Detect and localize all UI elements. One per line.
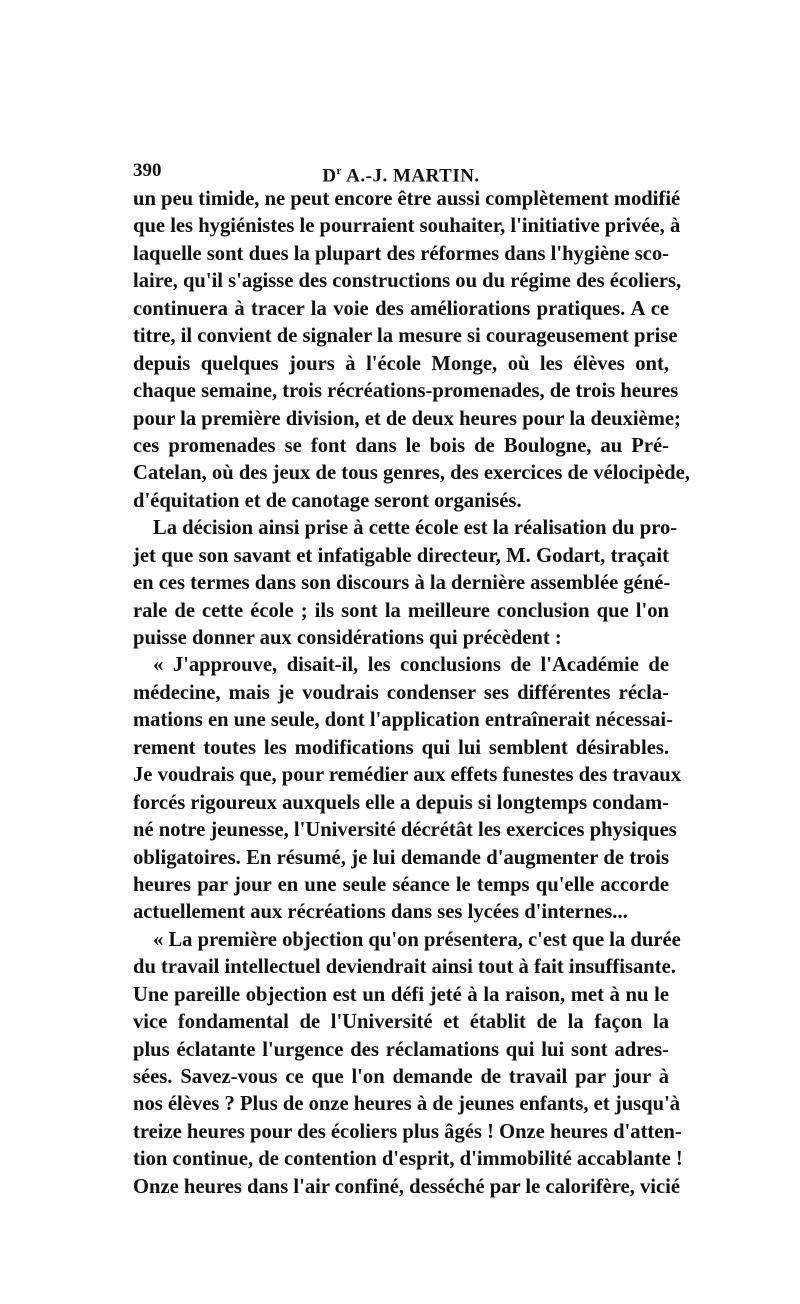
text-line: titre, il convient de signaler la mesure si courageusement prise (133, 325, 678, 348)
text-line: pour la première division, et de deux heures pour la deuxième; (133, 407, 681, 430)
text-line: treize heures pour des écoliers plus âgés ! Onze heures d'atten- (133, 1120, 682, 1143)
text-line: laire, qu'il s'agisse des constructions ou du régime des écoliers, (133, 270, 682, 293)
running-title-prefix: D (322, 165, 337, 187)
text-line: depuis quelques jours à l'école Monge, où les élèves ont, (133, 352, 669, 375)
text-line: sées. Savez-vous ce que l'on demande de travail par jour à (133, 1066, 669, 1088)
text-line: Catelan, où des jeux de tous genres, des exercices de vélocipède, (133, 462, 690, 485)
text-line: nos élèves ? Plus de onze heures à de jeunes enfants, et jusqu'à (133, 1093, 681, 1116)
text-line: forcés rigoureux auxquels elle a depuis si longtemps condam- (133, 791, 669, 814)
text-line: laquelle sont dues la plupart des réformes dans l'hygiène sco- (133, 242, 670, 265)
page-number: 390 (133, 160, 162, 181)
running-title-rest: A.-J. MARTIN. (341, 165, 480, 187)
text-line: « La première objection qu'on présentera, c'est que la durée (153, 928, 681, 951)
text-line: puisse donner aux considérations qui précèdent : (133, 627, 562, 649)
text-line: continuera à tracer la voie des améliorations pratiques. A ce (133, 297, 669, 320)
text-line: Je voudrais que, pour remédier aux effets funestes des travaux (133, 764, 681, 787)
text-line: rement toutes les modifications qui lui semblent désirables. (133, 736, 669, 759)
text-line: que les hygiénistes le pourraient souhaiter, l'initiative privée, à (133, 215, 681, 238)
text-line: Onze heures dans l'air confiné, desséché par le calorifère, vicié (133, 1175, 680, 1198)
text-line: « J'approuve, disait-il, les conclusions de l'Académie de (153, 654, 669, 677)
text-line: vice fondamental de l'Université et établit de la façon la (133, 1011, 669, 1034)
text-line: heures par jour en une seule séance le temps qu'elle accorde (133, 873, 669, 896)
text-line: plus éclatante l'urgence des réclamations qui lui sont adres- (133, 1038, 669, 1061)
body-text (133, 186, 690, 1201)
text-line: chaque semaine, trois récréations-promenades, de trois heures (133, 380, 679, 403)
text-line: obligatoires. En résumé, je lui demande d'augmenter de trois (133, 846, 669, 869)
text-line: du travail intellectuel deviendrait ainsi tout à fait insuffisante. (133, 956, 676, 979)
text-line: un peu timide, ne peut encore être aussi complètement modifié (133, 188, 681, 210)
text-line: jet que son savant et infatigable directeur, M. Godart, traçait (133, 544, 669, 567)
page-header (133, 156, 669, 186)
text-line: ces promenades se font dans le bois de Boulogne, au Pré- (133, 434, 669, 457)
text-line: tion continue, de contention d'esprit, d'immobilité accablante ! (133, 1148, 683, 1171)
text-line: Une pareille objection est un défi jeté à la raison, met à nu le (133, 983, 669, 1006)
text-line: d'équitation et de canotage seront organisés. (133, 489, 522, 512)
text-line: actuellement aux récréations dans ses lycées d'internes... (133, 901, 628, 924)
running-title-sup: r (336, 165, 342, 177)
text-line: mations en une seule, dont l'application entraînerait nécessai- (133, 709, 674, 732)
text-line: médecine, mais je voudrais condenser ses différentes récla- (133, 681, 669, 704)
text-line: en ces termes dans son discours à la dernière assemblée géné- (133, 572, 671, 595)
text-line: La décision ainsi prise à cette école est la réalisation du pro- (153, 517, 678, 540)
text-line: rale de cette école ; ils sont la meilleure conclusion que l'on (133, 599, 669, 622)
text-line: né notre jeunesse, l'Université décrétât les exercices physiques (133, 819, 677, 842)
